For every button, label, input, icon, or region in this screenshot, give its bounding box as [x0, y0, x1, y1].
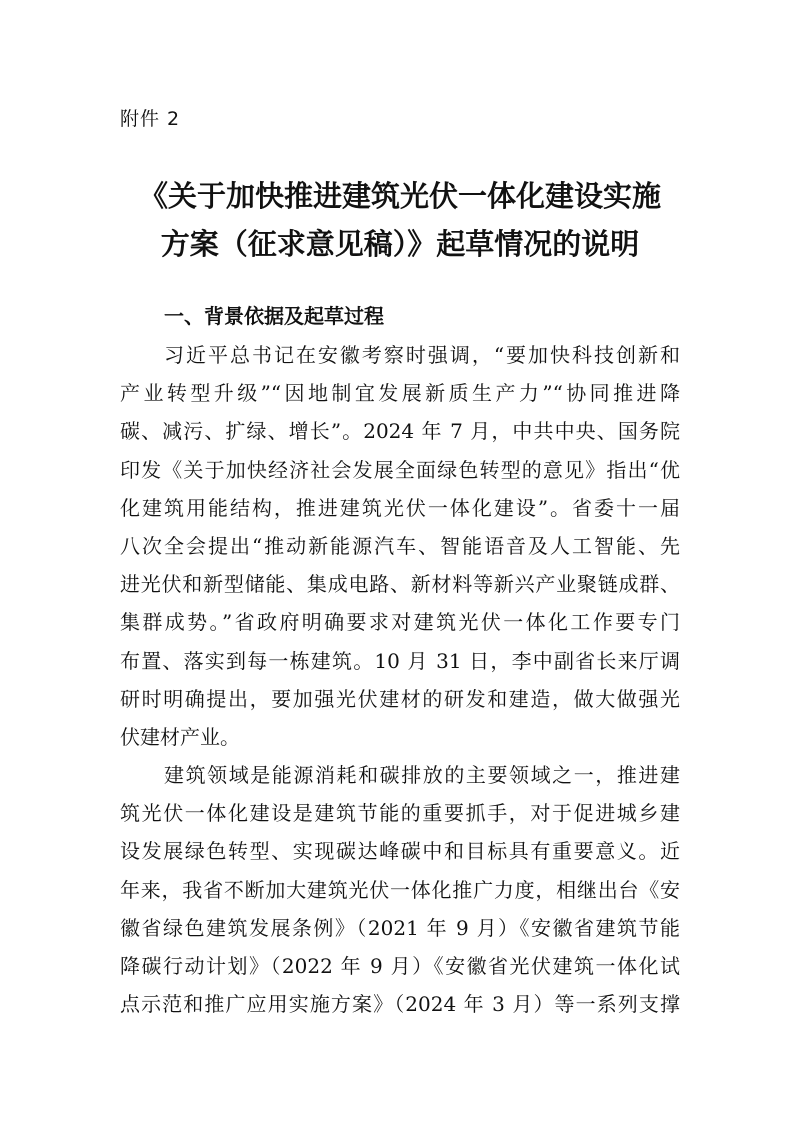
text-line: 集群成势。”省政府明确要求对建筑光伏一体化工作要专门 [120, 610, 680, 635]
text-line: 化建筑用能结构，推进建筑光伏一体化建设”。省委十一届 [120, 495, 680, 520]
text-line: 点示范和推广应用实施方案》（2024 年 3 月）等一系列支撑 [120, 992, 680, 1017]
text-line: 习近平总书记在安徽考察时强调，“要加快科技创新和 [164, 343, 680, 367]
section-heading: 一、背景依据及起草过程 [164, 304, 384, 328]
text-line: 碳、减污、扩绿、增长”。2024 年 7 月，中共中央、国务院 [120, 419, 680, 444]
title-line-2: 方案（征求意见稿）》起草情况的说明 [160, 227, 640, 261]
document-title [120, 172, 680, 268]
paragraph-2 [120, 756, 680, 1023]
text-line: 研时明确提出，要加强光伏建材的研发和建造，做大做强光 [120, 686, 680, 711]
text-line: 徽省绿色建筑发展条例》（2021 年 9 月）《安徽省建筑节能 [120, 915, 680, 940]
text-line: 印发《关于加快经济社会发展全面绿色转型的意见》指出“优 [120, 457, 680, 482]
text-line: 设发展绿色转型、实现碳达峰碳中和目标具有重要意义。近 [120, 839, 680, 864]
text-line: 年来，我省不断加大建筑光伏一体化推广力度，相继出台《安 [120, 877, 680, 902]
paragraph-1 [120, 336, 680, 756]
attachment-label: 附件 2 [120, 108, 181, 130]
text-line: 布置、落实到每一栋建筑。10 月 31 日，李中副省长来厅调 [120, 648, 680, 673]
text-line: 八次全会提出“推动新能源汽车、智能语音及人工智能、先 [120, 533, 680, 558]
text-line: 伏建材产业。 [120, 724, 240, 749]
text-line: 筑光伏一体化建设是建筑节能的重要抓手，对于促进城乡建 [120, 801, 680, 826]
text-line: 产业转型升级”“因地制宜发展新质生产力”“协同推进降 [120, 381, 680, 406]
text-line: 降碳行动计划》（2022 年 9 月）《安徽省光伏建筑一体化试 [120, 954, 680, 978]
title-line-1: 《关于加快推进建筑光伏一体化建设实施 [138, 179, 661, 213]
text-line: 进光伏和新型储能、集成电路、新材料等新兴产业聚链成群、 [120, 572, 680, 597]
text-line: 建筑领域是能源消耗和碳排放的主要领域之一，推进建 [164, 763, 680, 788]
body-text [120, 336, 680, 1023]
